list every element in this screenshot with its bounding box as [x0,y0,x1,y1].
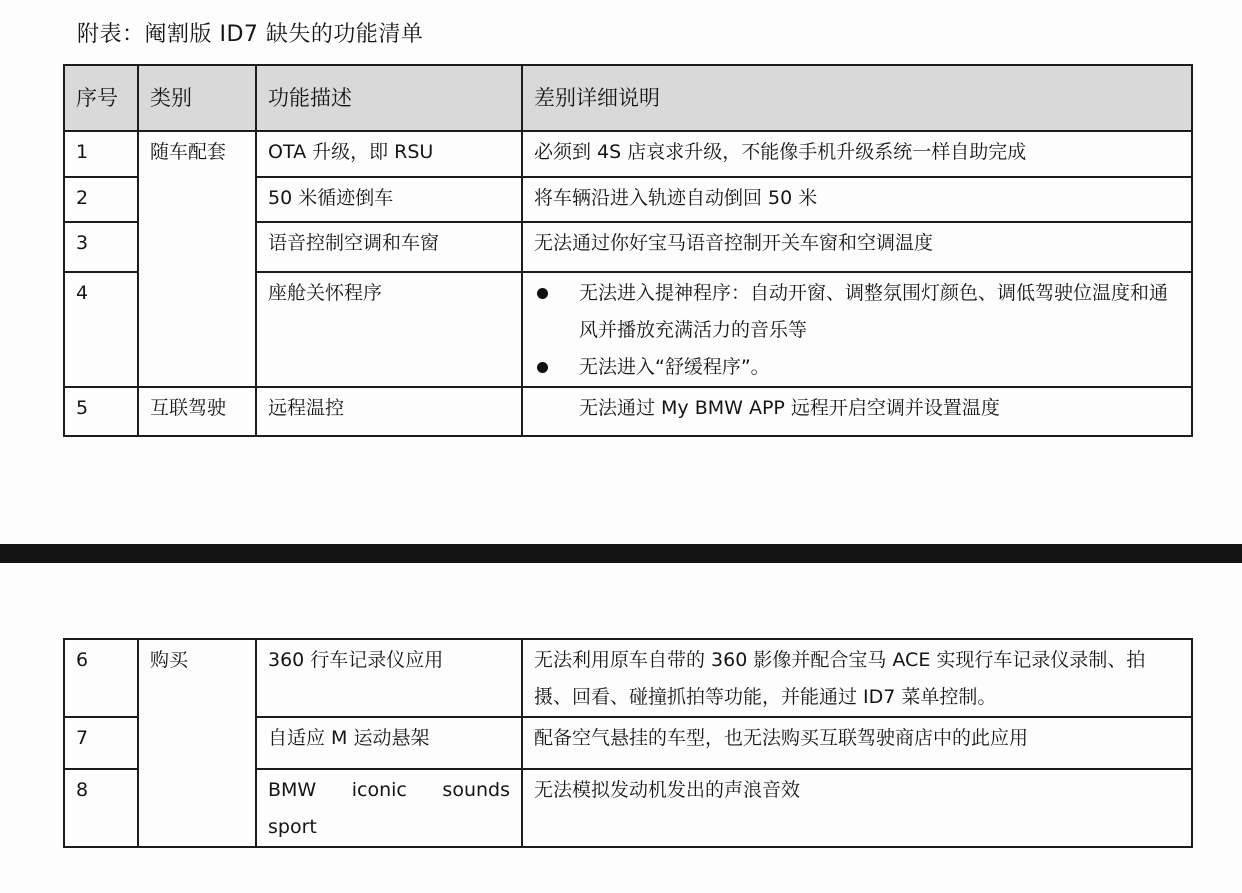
feature-table-bottom [63,638,1193,848]
row-no: 7 [64,717,138,769]
bullet-icon [537,362,548,373]
row-no: 3 [64,222,138,272]
row-detail [522,272,1192,387]
bullet-text: 无法进入提神程序：自动开窗、调整氛围灯颜色、调低驾驶位温度和通风并播放充满活力的音乐等 [579,282,1169,341]
row-category: 互联驾驶 [138,387,256,436]
feature-line-2: sport [268,816,317,838]
bullet-icon [537,288,548,299]
row-no: 4 [64,272,138,387]
row-feature [256,769,522,847]
table-header-row [64,65,1192,131]
row-detail: 必须到 4S 店哀求升级，不能像手机升级系统一样自助完成 [522,131,1192,177]
table-row [64,131,1192,177]
table-row [64,639,1192,717]
row-feature: 远程温控 [256,387,522,436]
row-feature: 50 米循迹倒车 [256,177,522,222]
list-item [534,349,1180,386]
header-feature: 功能描述 [256,65,522,131]
row-no: 8 [64,769,138,847]
row-feature: 360 行车记录仪应用 [256,639,522,717]
row-feature: OTA 升级，即 RSU [256,131,522,177]
row-detail: 无法通过 My BMW APP 远程开启空调并设置温度 [522,387,1192,436]
detail-bullet-list [534,275,1180,386]
row-no: 1 [64,131,138,177]
row-category: 购买 [138,639,256,847]
list-item [534,275,1180,349]
table-row [64,387,1192,436]
feature-table-top [63,64,1193,437]
row-feature: 座舱关怀程序 [256,272,522,387]
row-detail: 配备空气悬挂的车型，也无法购买互联驾驶商店中的此应用 [522,717,1192,769]
row-detail: 无法模拟发动机发出的声浪音效 [522,769,1192,847]
row-detail: 无法通过你好宝马语音控制开关车窗和空调温度 [522,222,1192,272]
row-no: 5 [64,387,138,436]
page-divider [0,544,1242,563]
row-category: 随车配套 [138,131,256,387]
row-detail: 将车辆沿进入轨迹自动倒回 50 米 [522,177,1192,222]
row-feature: 语音控制空调和车窗 [256,222,522,272]
row-no: 2 [64,177,138,222]
row-detail: 无法利用原车自带的 360 影像并配合宝马 ACE 实现行车记录仪录制、拍摄、回看、碰撞抓拍等功能，并能通过 ID7 菜单控制。 [522,639,1192,717]
bullet-text: 无法进入“舒缓程序”。 [579,356,770,378]
header-detail: 差别详细说明 [522,65,1192,131]
page-title: 附表：阉割版 ID7 缺失的功能清单 [77,22,424,47]
row-no: 6 [64,639,138,717]
row-feature: 自适应 M 运动悬架 [256,717,522,769]
header-no: 序号 [64,65,138,131]
header-category: 类别 [138,65,256,131]
feature-line-1: BMW iconic sounds [268,779,510,801]
